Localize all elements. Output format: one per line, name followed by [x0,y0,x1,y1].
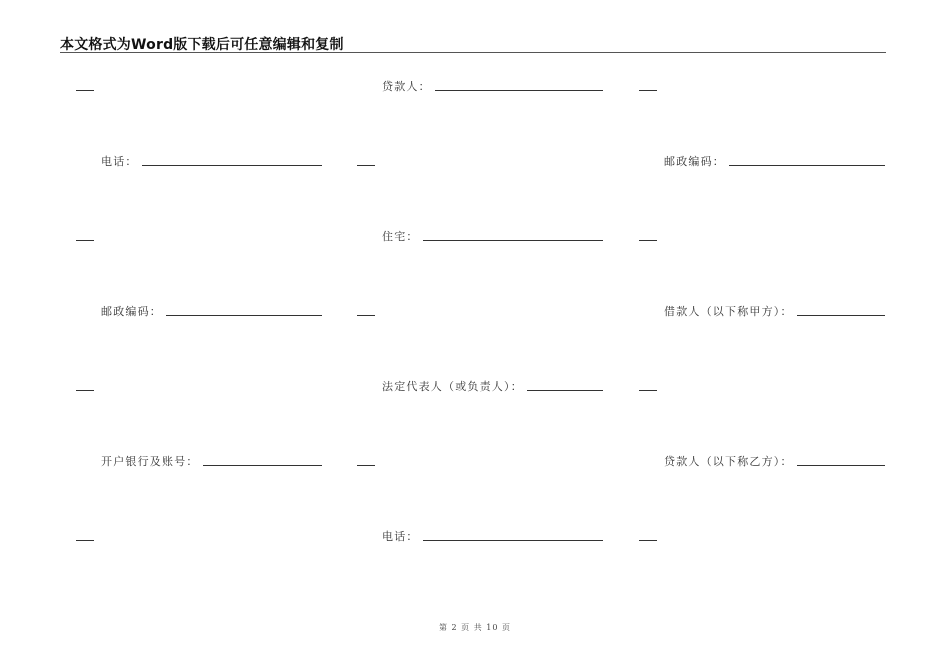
lender-party-b-field [664,453,885,469]
legal-rep-field [382,378,603,394]
postal-code-label-1: 邮政编码： [664,155,725,168]
bank-account-label: 开户银行及账号： [101,455,199,468]
phone-blank-line-2[interactable] [423,540,603,541]
borrower-party-a-label: 借款人（以下称甲方）： [664,305,793,318]
lender-label: 贷款人： [382,80,431,93]
phone-label-2: 电话： [382,530,419,543]
blank-dash [76,90,94,91]
phone-field-2 [382,528,603,544]
page-number-footer: 第 2 页 共 10 页 [439,623,511,632]
document-header-title: 本文格式为Word版下载后可任意编辑和复制 [60,37,344,53]
blank-dash [639,90,657,91]
residence-field [382,228,603,244]
blank-dash [357,465,375,466]
postal-code-field-1 [664,153,885,169]
postal-code-field-2 [101,303,322,319]
blank-dash [357,315,375,316]
postal-code-blank-line-2[interactable] [166,315,322,316]
phone-field-1 [101,153,322,169]
bank-account-blank-line[interactable] [203,465,322,466]
blank-dash [76,240,94,241]
lender-party-b-blank-line[interactable] [797,465,885,466]
blank-dash [639,540,657,541]
residence-label: 住宅： [382,230,419,243]
phone-blank-line-1[interactable] [142,165,322,166]
bank-account-field [101,453,322,469]
lender-field [382,78,603,94]
legal-rep-blank-line[interactable] [527,390,603,391]
postal-code-blank-line-1[interactable] [729,165,885,166]
phone-label-1: 电话： [101,155,138,168]
blank-dash [76,540,94,541]
blank-dash [76,390,94,391]
lender-blank-line[interactable] [435,90,603,91]
legal-rep-label: 法定代表人（或负责人）： [382,380,523,393]
blank-dash [357,165,375,166]
lender-party-b-label: 贷款人（以下称乙方）： [664,455,793,468]
borrower-party-a-blank-line[interactable] [797,315,885,316]
residence-blank-line[interactable] [423,240,603,241]
blank-dash [639,240,657,241]
postal-code-label-2: 邮政编码： [101,305,162,318]
blank-dash [639,390,657,391]
header-divider [60,52,886,53]
borrower-party-a-field [664,303,885,319]
